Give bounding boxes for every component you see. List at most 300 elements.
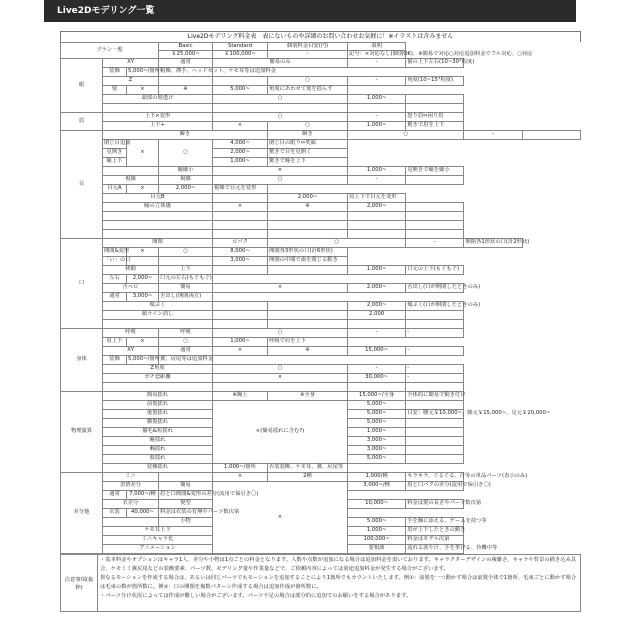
remark-cell: 驚きで目を見開く (268, 149, 348, 158)
remark-cell: 料金は髪の長さやパーツ数次第 (406, 500, 464, 509)
indiv-price-cell: 3,000~ (127, 293, 159, 302)
indiv-price-cell: 1,000~ (348, 95, 406, 104)
sub-cell: 簡易揺れ (103, 392, 213, 401)
remark-cell (406, 437, 464, 446)
item-cell: 閉じ目追加 (103, 140, 127, 149)
remark-cell: - (406, 329, 464, 338)
basic-cell (213, 266, 268, 275)
item-cell: 目元A (103, 185, 127, 194)
indiv-price-cell: 100,000~ (348, 536, 406, 545)
standard-header: Standard (213, 43, 268, 51)
standard-cell: ※ (268, 347, 348, 356)
table-row (61, 77, 581, 86)
indiv-price-cell (348, 104, 406, 113)
sub-cell: ガチ恋距離 (103, 374, 213, 383)
item-cell: 通常 (159, 347, 213, 356)
indiv-price-cell (348, 320, 406, 329)
standard-cell: ○ (268, 122, 348, 131)
indiv-price-cell: - (348, 113, 406, 122)
indiv-price-cell: 30,000~ (348, 374, 406, 383)
basic-cell: × (213, 347, 268, 356)
basic-cell: × (213, 167, 348, 176)
sub-cell: 頬ぷく (103, 302, 213, 311)
item-cell: 通常 (103, 491, 127, 500)
table-row (61, 185, 581, 194)
item-cell: 瞬き (268, 131, 348, 140)
standard-cell: ○ (159, 248, 213, 257)
remark-cell: 眉と口パクの差分(流用で保引き〇) (406, 482, 464, 491)
standard-cell: ※ (268, 203, 348, 212)
indiv-price-cell: 5,000~ (348, 455, 406, 464)
standard-cell: ○ (268, 77, 348, 86)
indiv-price-cell: 15,000~/全身 (348, 392, 406, 401)
item-cell: 「い」の口 (103, 257, 127, 266)
basic-cell: 簡易のみ (213, 59, 348, 68)
group-cell: 眼 (61, 59, 103, 113)
remark-cell: 眉と口開閉&変形の差分(流用で保引き〇) (159, 491, 213, 500)
standard-cell: ※全身 (268, 392, 348, 401)
remark-cell: 開閉の中間で歯を閉じる動き (268, 257, 348, 266)
sub-cell: ミニキャラ化 (103, 536, 213, 545)
remark-cell: 罠上下で目元を変形 (348, 194, 406, 203)
remark-cell: 開閉各3形状の口(計6形状) (268, 248, 348, 257)
price-table-body (61, 43, 581, 554)
basic-cell: × (213, 122, 268, 131)
item-cell: 小物 (159, 518, 213, 527)
indiv-price-cell (348, 383, 406, 392)
page-header-banner (44, 0, 576, 22)
remark-cell: 翼、尻尾等は追加料金 (159, 356, 213, 365)
item-cell: 瞳上下 (103, 158, 127, 167)
table-row (61, 302, 581, 311)
remark-cell (406, 221, 464, 230)
standard-cell (268, 230, 348, 239)
group-cell: 物理演算 (61, 392, 103, 473)
remark-header: 説明 (348, 43, 406, 51)
indiv-price-cell: 1,000~ (348, 428, 406, 437)
table-row (61, 383, 581, 392)
remark-cell: 衣装装飾、ケモ耳、翼、尻尾等 (268, 464, 348, 473)
sub-cell: 瞳の立体感 (103, 203, 213, 212)
sub-cell: アニメーション (103, 545, 213, 554)
indiv-price-cell: 3,000~ (213, 257, 268, 266)
indiv-price-cell: 2,000 (348, 311, 406, 320)
table-row (61, 104, 581, 113)
standard-cell (268, 320, 348, 329)
table-row (61, 257, 581, 266)
indiv-price-cell: 2,000~ (268, 194, 348, 203)
item-cell: 簡易 (159, 482, 213, 491)
remark-cell: 見開きで瞳を縮小 (406, 167, 464, 176)
remark-cell: 流れる涙や汗、手を挙げる、待機中等 (406, 545, 464, 554)
notes-label: 注意事項(抜粋) (61, 555, 98, 612)
sub-cell: 衣差分 (103, 500, 159, 509)
sub-cell (103, 104, 213, 113)
sub-cell: 装飾揺れ (103, 464, 213, 473)
notes-table (60, 554, 581, 612)
standard-cell: ○ (159, 338, 213, 347)
table-row (61, 401, 581, 410)
indiv-price-cell: 3,000~/種 (348, 482, 406, 491)
sub-cell: Z (103, 77, 159, 86)
table-row (61, 59, 581, 68)
table-row (61, 320, 581, 329)
table-row (61, 122, 581, 131)
indiv-price-cell: - (464, 131, 522, 140)
basic-cell (213, 311, 268, 320)
table-row (61, 95, 581, 104)
table-row (61, 482, 581, 491)
remark-cell: 眉が上下したときの動き (406, 527, 464, 536)
item-cell: 通常 (159, 59, 213, 68)
remark-cell: 驚きで眉を上下 (406, 122, 464, 131)
basic-cell: × (127, 86, 159, 95)
remark-cell: 呼吸で肩を上下 (268, 338, 348, 347)
table-row (61, 113, 581, 122)
sub-cell: ミニ (103, 473, 159, 482)
indiv-price-cell: - (348, 365, 406, 374)
sub-cell: 上下+ (103, 122, 213, 131)
basic-cell (213, 77, 268, 86)
basic-cell (213, 221, 268, 230)
table-row (61, 86, 581, 95)
sub-cell: 表情差分 (103, 482, 159, 491)
indiv-price-cell: 2,000~ (213, 149, 268, 158)
basic-cell (213, 194, 268, 203)
sub-cell (103, 167, 159, 176)
table-row (61, 284, 581, 293)
remark-cell: 視線で目元を変形 (213, 185, 268, 194)
remark-cell (522, 131, 580, 140)
basic-cell (213, 212, 268, 221)
indiv-price-cell: 8,000~ (213, 248, 268, 257)
remark-cell (406, 383, 464, 392)
table-row (61, 221, 581, 230)
basic-cell: × (213, 203, 268, 212)
item-cell: 衣装 (103, 509, 127, 518)
table-row (61, 329, 581, 338)
indiv-price-cell: 2,000~ (348, 203, 406, 212)
indiv-price-cell: - (348, 77, 406, 86)
remark-cell (406, 203, 464, 212)
group-cell: 身体 (61, 329, 103, 392)
sub-cell: 目元B (103, 194, 213, 203)
item-cell: 上下 (159, 266, 213, 275)
remark-cell: 口元の上下(もぐもぐ) (406, 266, 464, 275)
remark-cell: 角度(10~15°程度) (406, 77, 464, 86)
basic-cell: × (213, 482, 348, 554)
indiv-price-cell (348, 230, 406, 239)
basic-cell (213, 320, 268, 329)
item-cell: 肩上下 (103, 338, 127, 347)
sub-cell: ケモ耳上下 (103, 527, 213, 536)
sub-cell (103, 518, 159, 527)
note-item: ・パーツ分け状況によっては作成が難しい場合がございます。パーツ不足の場合は部分的に追加でのお願いをする場合があります。 (100, 593, 412, 599)
sub-cell (103, 221, 213, 230)
indiv-price-cell: 5,000~ (348, 518, 406, 527)
item-cell (159, 473, 213, 482)
remark-cell: - (406, 374, 464, 383)
basic-cell (127, 257, 159, 266)
standard-cell (268, 221, 348, 230)
sub-cell: 顔ライン消し (103, 311, 213, 320)
basic-cell: × (127, 140, 159, 167)
remark-cell: 手を胸に添える、ゲームを持つ等 (406, 518, 464, 527)
basic-cell (213, 230, 268, 239)
indiv-price-cell: 5,000~/箇所 (127, 356, 159, 365)
basic-cell: × (213, 284, 348, 293)
indiv-price-cell: 1,000~ (213, 338, 268, 347)
item-cell: 瞳縮小 (159, 167, 213, 176)
table-row (61, 167, 581, 176)
standard-cell (268, 311, 348, 320)
legend-text: 記号：×対応なし(個別OK)、※簡易で対応○対応追加料金でフル対応、○対応 (349, 50, 533, 57)
sub-cell: 瞬き (103, 131, 268, 140)
group-cell: 差分他 (61, 473, 103, 554)
remark-cell: 頬ぷく(口が開閉したときのみ) (406, 302, 464, 311)
group-cell: 口 (61, 239, 103, 329)
sub-cell: 頭部の髪透け (103, 95, 213, 104)
table-row (61, 347, 581, 356)
indiv-price-cell: 5,000~ (348, 410, 406, 419)
indiv-price-cell: 2,000~ (127, 275, 159, 284)
remark-cell (406, 446, 464, 455)
basic-cell: × (127, 248, 159, 257)
table-row (61, 239, 581, 248)
plan-header: プラン一覧 (61, 43, 159, 59)
remark-cell (406, 401, 464, 410)
table-row (61, 248, 581, 257)
basic-cell: ○ (268, 239, 406, 248)
indiv-price-cell: 1,000~ (348, 167, 406, 176)
remark-cell: - (406, 365, 464, 374)
table-header-row (61, 43, 581, 51)
item-cell: 髪型 (159, 500, 213, 509)
table-row (61, 473, 581, 482)
basic-cell: ×(簡易揺れに含む?) (213, 401, 348, 464)
sub-cell: Z角度 (103, 365, 213, 374)
note-item: 異なるモーションを作成する場合は、あるいは同じパーツでもモーションを追加することにより1箇所でもカウントいたします。例①：前髪を一つ動かす場合は前髪全体で1箇所、毛束ごとに動かす場合は毛束の数が箇所数に。例②：口の開閉を複数パターン作成する場合は追加作成が箇所数に。 (100, 575, 577, 590)
remark-cell (406, 176, 464, 185)
sub-cell: 肢揺れ (103, 455, 213, 464)
standard-cell (268, 212, 348, 221)
page-title: Live2Dモデリング一覧 (57, 6, 155, 16)
remark-cell: 角度にあわせて髪を揺らす (268, 86, 348, 95)
indiv-price-cell: 要相談 (348, 545, 406, 554)
notes-body (98, 555, 581, 612)
indiv-price-cell: 2,000~ (348, 284, 406, 293)
remark-cell (406, 320, 464, 329)
remark-cell (406, 95, 464, 104)
table-caption: Live2Dモデリング料金表 表にないものや詳細のお問い合わせお気軽に！※イラストは含みません (60, 31, 581, 42)
sub-cell: 舌べロ (103, 284, 159, 293)
indiv-price-cell: 1,000~ (348, 122, 406, 131)
basic-cell (213, 302, 268, 311)
sub-cell: 後髪揺れ (103, 410, 213, 419)
remark-cell (406, 104, 464, 113)
table-row (61, 131, 581, 140)
standard-cell (268, 302, 348, 311)
remark-cell: 目安：腰元￥10,000~、膝元￥15,000~、足元￥20,000~ (406, 410, 464, 419)
table-row (61, 140, 581, 149)
item-cell: 視線 (159, 176, 213, 185)
group-cell: 眉 (61, 113, 103, 131)
standard-cell: ○ (159, 140, 213, 167)
sub-cell: 呼吸 (103, 329, 159, 338)
sub-cell: 揃毛&短揺れ (103, 428, 213, 437)
remark-cell: 閉じ目の眼り⇔笑顔 (268, 140, 348, 149)
sub-cell (103, 320, 213, 329)
indiv-price-cell: 1,000~/箇所 (213, 464, 268, 473)
remark-cell (406, 311, 464, 320)
basic-cell: ○ (213, 329, 348, 338)
standard-cell (268, 266, 348, 275)
remark-cell: 驚きで瞳を上下 (268, 158, 348, 167)
basic-cell: × (127, 338, 159, 347)
standard-price: ￥100,000~ (213, 51, 268, 59)
item-cell: 見開き (103, 149, 127, 158)
standard-cell: 2種 (268, 473, 348, 482)
table-row (61, 266, 581, 275)
indiv-price-cell: - (406, 239, 464, 248)
table-row (61, 203, 581, 212)
sub-cell: 前髪揺れ (103, 401, 213, 410)
group-cell: 目 (61, 131, 103, 239)
remark-cell: 猫の上下左右(10~30°程度) (406, 59, 464, 68)
item-cell: 通常 (103, 293, 127, 302)
remark-cell: キラキラ、ぐるぐる、汗等の単品パーツ(表示のみ) (406, 473, 464, 482)
indiv-price-cell: - (348, 59, 406, 68)
table-row (61, 194, 581, 203)
remark-cell: - (406, 347, 464, 356)
basic-cell: ○ (213, 95, 348, 104)
table-row (61, 464, 581, 473)
table-row (61, 392, 581, 401)
remark-cell: 口元の左右(もぐもぐ) (159, 275, 213, 284)
item-cell: 簡易 (159, 284, 213, 293)
indiv-price-cell: 3,000~ (348, 446, 406, 455)
sub-cell: XY (103, 59, 159, 68)
table-row (61, 311, 581, 320)
basic-cell: × (213, 473, 268, 482)
remark-cell: 舌出し(口が開閉したときのみ) (406, 284, 464, 293)
table-row (61, 230, 581, 239)
basic-price: ￥25,000~ (159, 51, 213, 59)
remark-cell (406, 419, 464, 428)
indiv-price-cell: 5,000~ (348, 419, 406, 428)
remark-cell: 料金は衣装の有無やパーツ数次第 (159, 509, 213, 518)
table-row (61, 374, 581, 383)
table-row (61, 338, 581, 347)
pricing-sheet (60, 31, 581, 612)
indiv-price-cell: 1,000~ (348, 266, 406, 275)
standard-cell: ※ (159, 86, 213, 95)
indiv-price-cell (348, 221, 406, 230)
basic-cell: ○ (213, 365, 348, 374)
basic-cell: × (213, 374, 348, 383)
item-cell: 装飾 (103, 68, 127, 77)
price-table (60, 42, 581, 554)
table-row (61, 365, 581, 374)
basic-cell: ○ (348, 131, 464, 140)
indiv-price-cell: 7,000~/種 (127, 491, 159, 500)
indiv-price-cell: 15,000~ (348, 347, 406, 356)
basic-cell: × (127, 185, 159, 194)
indiv-price-cell: 1,000~ (348, 527, 406, 536)
remark-cell: 舌出し(開閉両方) (159, 293, 213, 302)
table-row (61, 68, 581, 77)
standard-cell (159, 257, 213, 266)
indiv-price-cell: 5,000~ (348, 401, 406, 410)
item-cell: 呼吸 (159, 329, 213, 338)
sub-cell: 横髪揺れ (103, 419, 213, 428)
indiv-price-cell: 40,000~ (127, 509, 159, 518)
item-cell: 髪 (103, 86, 127, 95)
indiv-price-cell: 1,000/種 (348, 473, 406, 482)
indiv-price-cell (348, 212, 406, 221)
sub-cell: XY (103, 347, 159, 356)
remark-cell (406, 212, 464, 221)
sub-cell: 上下×変形 (103, 113, 213, 122)
indiv-price-dash: - (268, 51, 348, 59)
remark-cell: 怒り眉⇔困り眉 (406, 113, 464, 122)
table-row (61, 275, 581, 284)
indiv-price-cell: 5,000~/箇所 (127, 68, 159, 77)
indiv-price-cell: 1,000~ (213, 158, 268, 167)
remark-cell: 開閉各1形状の口(計2形状) (464, 239, 522, 248)
table-row (61, 356, 581, 365)
sub-cell (103, 212, 213, 221)
basic-cell: ※胸上 (213, 392, 268, 401)
basic-cell: ○ (213, 176, 348, 185)
table-row (61, 176, 581, 185)
item-cell: 開閉&変形 (103, 248, 127, 257)
sub-cell: 視線 (103, 176, 159, 185)
remark-cell: 全体的に簡易で動き付け (406, 392, 464, 401)
note-item: ・基本料金やオプションはキャラ1人、差分や小物は1点ごとの料金となります。人数や点数が追加になる場合は追加料金を頂いております。キャラクターデザインの複雑さ、キャラや背景の描き込み具合、ケモミミ翼尻尾などの装飾要素、パーツ数、モデリング量や作業量などで、ご依頼内容によっては別途追加料金が発生する場合がございます。 (100, 557, 577, 572)
indiv-price-cell: 2,000~ (159, 185, 213, 194)
remark-cell: 料金はモデル次第 (406, 536, 464, 545)
indiv-price-cell: - (348, 329, 406, 338)
item-cell (159, 77, 213, 86)
basic-header: Basic (159, 43, 213, 51)
sub-cell (103, 383, 213, 392)
sub-cell: 胸揺れ (103, 446, 213, 455)
sub-cell: 瞳揺れ (103, 437, 213, 446)
remark-cell: 帽飾、襟手、ヘッドセット、ケモ耳等は追加料金 (159, 68, 213, 77)
indiv-price-cell: - (348, 176, 406, 185)
basic-cell: ○ (213, 113, 348, 122)
indiv-price-header: 個別料金目安(円) (268, 43, 348, 51)
basic-cell (213, 104, 348, 113)
table-row (61, 293, 581, 302)
indiv-price-cell: 10,000~ (348, 500, 406, 509)
item-cell: 装飾 (103, 356, 127, 365)
indiv-price-cell: 4,000~ (213, 140, 268, 149)
basic-cell (213, 383, 348, 392)
indiv-price-cell: 2,000~ (348, 302, 406, 311)
remark-cell (406, 428, 464, 437)
indiv-price-cell: 5,000~ (213, 86, 268, 95)
indiv-price-cell: 3,000~ (348, 437, 406, 446)
item-cell: ロパク (213, 239, 268, 248)
item-cell: 左右 (103, 275, 127, 284)
sub-cell: 開閉 (103, 239, 213, 248)
sub-cell (103, 230, 213, 239)
table-row (61, 212, 581, 221)
remark-cell (406, 230, 464, 239)
sub-cell: 移動 (103, 266, 159, 275)
